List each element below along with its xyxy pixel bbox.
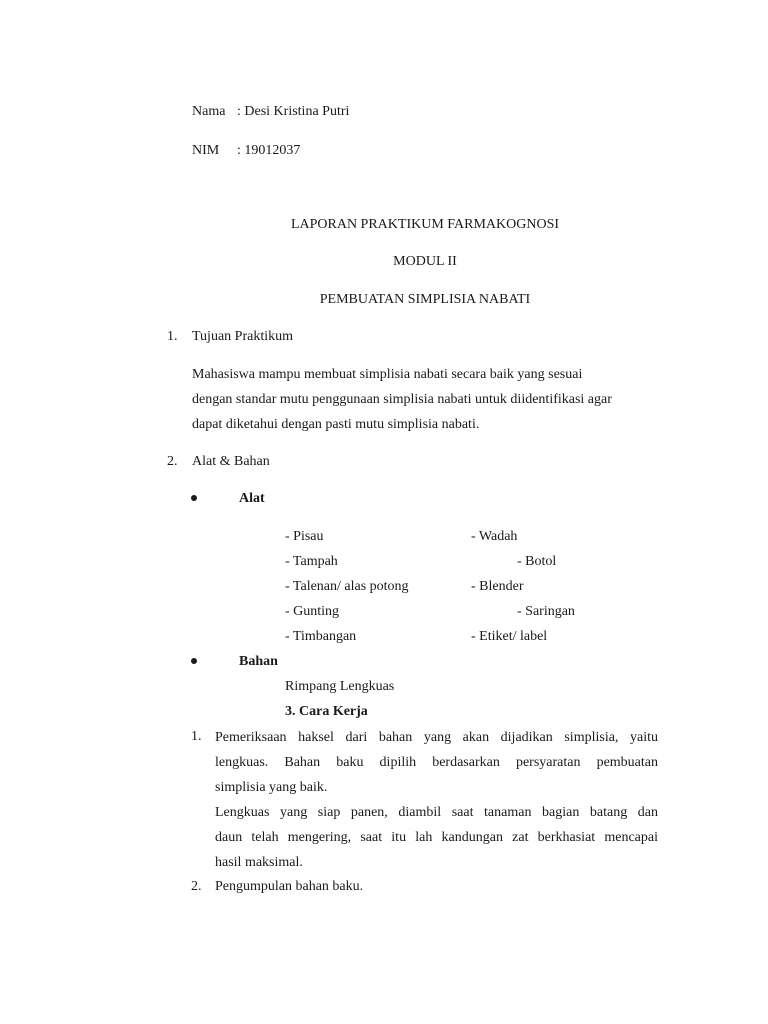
section2-number: 2. xyxy=(167,454,178,469)
step-number: 2. xyxy=(191,879,202,894)
section1-number: 1. xyxy=(167,329,178,344)
bahan-item: Rimpang Lengkuas xyxy=(285,679,395,694)
alat-item: - Tampah xyxy=(285,554,338,569)
module-title: MODUL II xyxy=(393,254,457,269)
step-line: Lengkuas yang siap panen, diambil saat tanaman bagian batang dan xyxy=(215,805,658,820)
step-line: simplisia yang baik. xyxy=(215,780,328,795)
alat-label: Alat xyxy=(239,491,265,506)
name-value: : Desi Kristina Putri xyxy=(237,104,350,119)
report-title: LAPORAN PRAKTIKUM FARMAKOGNOSI xyxy=(290,217,560,232)
bahan-label: Bahan xyxy=(239,654,278,669)
step-number: 1. xyxy=(191,729,202,744)
alat-item: - Saringan xyxy=(517,604,575,619)
alat-item: - Blender xyxy=(471,579,524,594)
step-line: Pengumpulan bahan baku. xyxy=(215,879,364,894)
alat-item: - Wadah xyxy=(471,529,518,544)
step-line: hasil maksimal. xyxy=(215,855,303,870)
name-label: Nama xyxy=(192,104,226,119)
alat-item: - Talenan/ alas potong xyxy=(285,579,409,594)
bullet-icon xyxy=(191,658,197,664)
alat-item: - Etiket/ label xyxy=(471,629,548,644)
section1-line: dapat diketahui dengan pasti mutu simplisia nabati. xyxy=(192,417,480,432)
alat-item: - Botol xyxy=(517,554,557,569)
step-line: lengkuas. Bahan baku dipilih berdasarkan persyaratan pembuatan xyxy=(215,755,658,770)
section1-line: Mahasiswa mampu membuat simplisia nabati secara baik yang sesuai xyxy=(192,367,583,382)
bullet-icon xyxy=(191,495,197,501)
alat-item: - Pisau xyxy=(285,529,324,544)
step-line: Pemeriksaan haksel dari bahan yang akan dijadikan simplisia, yaitu xyxy=(215,730,658,745)
alat-item: - Gunting xyxy=(285,604,340,619)
nim-label: NIM xyxy=(192,143,220,158)
section1-heading: Tujuan Praktikum xyxy=(192,329,293,344)
topic-title: PEMBUATAN SIMPLISIA NABATI xyxy=(319,292,531,307)
section3-heading: 3. Cara Kerja xyxy=(285,704,368,719)
alat-item: - Timbangan xyxy=(285,629,357,644)
section1-line: dengan standar mutu penggunaan simplisia nabati untuk diidentifikasi agar xyxy=(192,392,612,407)
section2-heading: Alat & Bahan xyxy=(192,454,270,469)
step-line: daun telah mengering, saat itu lah kandungan zat berkhasiat mencapai xyxy=(215,830,658,845)
nim-value: : 19012037 xyxy=(237,143,301,158)
